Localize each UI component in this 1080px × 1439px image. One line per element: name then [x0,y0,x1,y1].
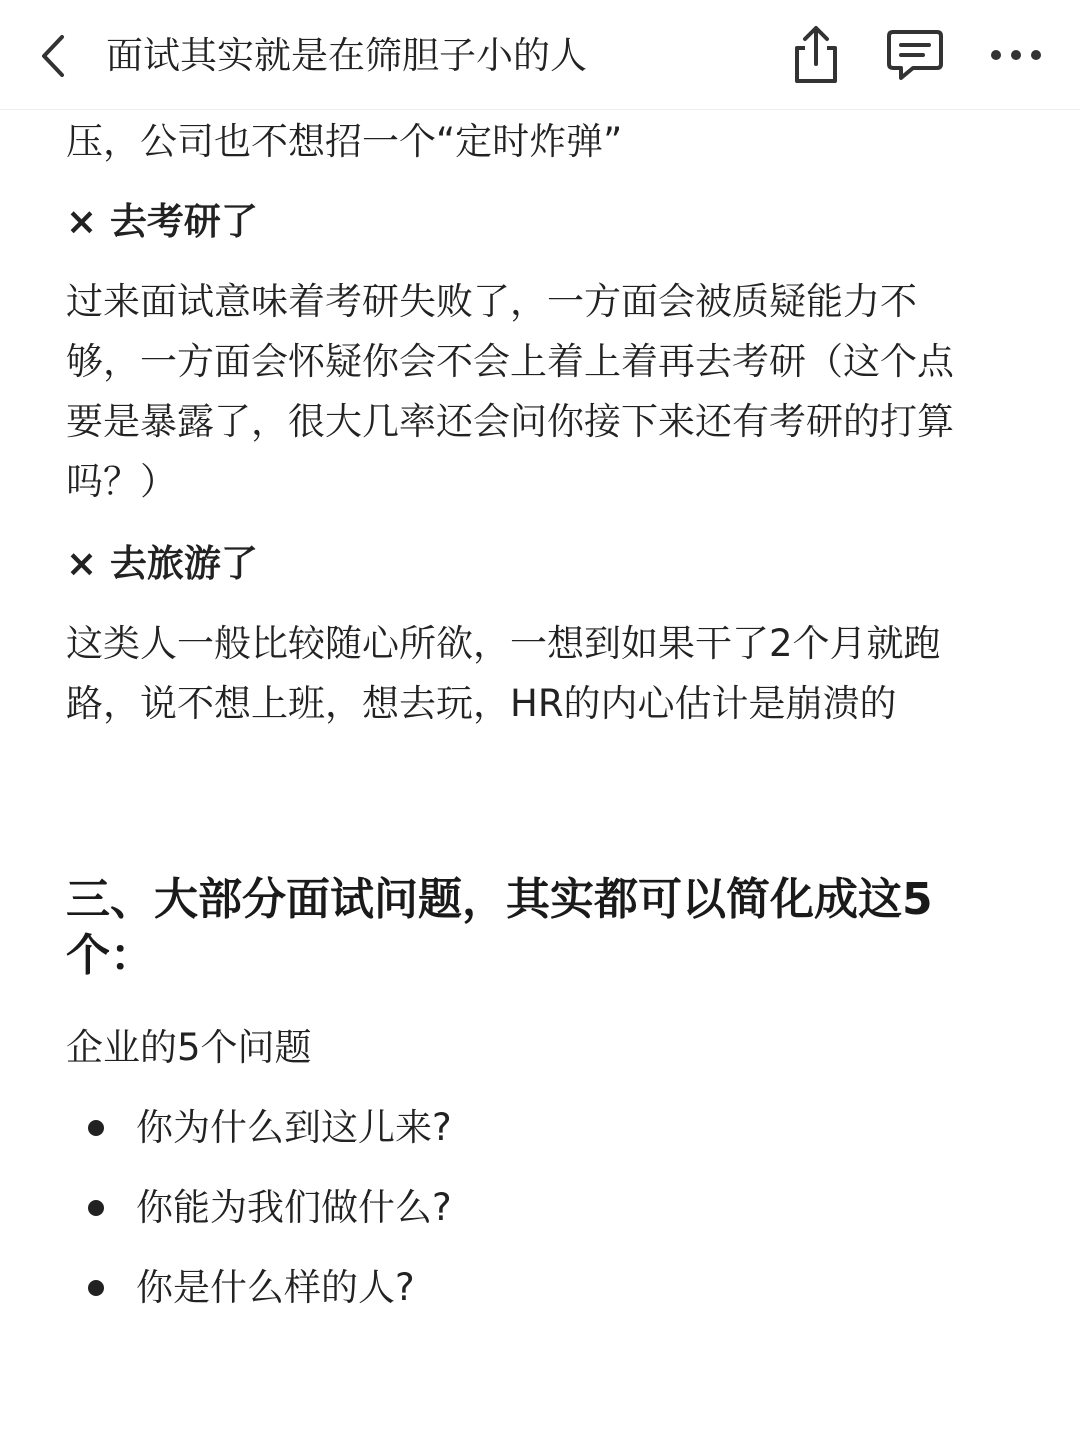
back-button[interactable] [28,26,78,86]
list-item [66,1178,1006,1238]
page-title: 面试其实就是在筛胆子小的人 [106,34,587,77]
comment-icon [885,26,945,84]
share-icon [790,24,842,86]
share-button[interactable] [781,18,851,92]
top-nav-bar [0,0,1080,110]
item1-line-1: 过来面试意味着考研失败了，一方面会被质疑能力不 [66,280,917,323]
question-list [66,1098,1006,1318]
section-subtitle: 企业的5个问题 [66,1026,312,1069]
intro-tail-text: 压，公司也不想招一个“定时炸弹” [66,120,623,163]
article-body [66,110,1006,1318]
section-title: 三、大部分面试问题，其实都可以简化成这5个： [66,874,933,981]
list-item [66,1098,1006,1158]
more-options-button[interactable] [981,18,1051,92]
item1-line-2: 够，一方面会怀疑你会不会上着上着再去考研（这个点 [66,340,954,383]
bullet-icon [88,1120,104,1136]
bullet-icon [88,1200,104,1216]
item2-line-1: 这类人一般比较随心所欲，一想到如果干了2个月就跑 [66,622,941,665]
question-text: 你能为我们做什么? [136,1186,452,1229]
item2-heading: × 去旅游了 [66,542,258,585]
bullet-icon [88,1280,104,1296]
item2-line-2: 路，说不想上班，想去玩，HR的内心估计是崩溃的 [66,682,897,725]
back-chevron-icon [38,33,68,79]
list-item [66,1258,1006,1318]
item1-line-4: 吗？） [66,460,177,503]
item1-body [66,272,1006,512]
question-text: 你为什么到这儿来? [136,1106,452,1149]
more-dots-icon [989,48,1043,62]
item1-line-3: 要是暴露了，很大几率还会问你接下来还有考研的打算 [66,400,954,443]
comment-button[interactable] [880,18,950,92]
item1-heading: × 去考研了 [66,200,258,243]
question-text: 你是什么样的人? [136,1266,415,1309]
item2-body [66,614,1006,734]
